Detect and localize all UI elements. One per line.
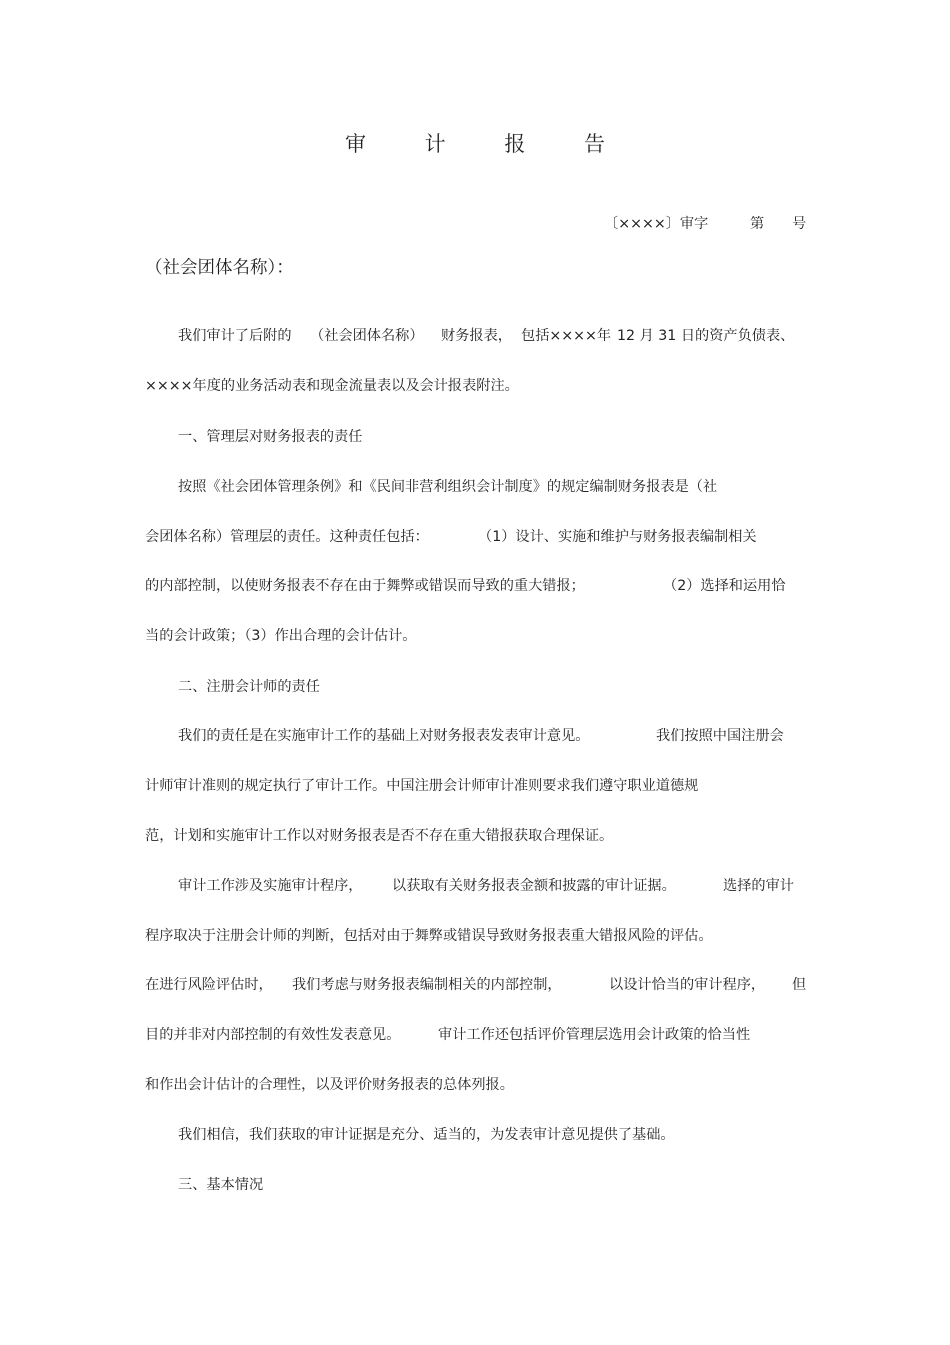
section-2-p2-line-5: 和作出会计估计的合理性，以及评价财务报表的总体列报。 <box>145 1077 514 1093</box>
report-number-prefix: 〔××××〕审字 <box>604 216 709 232</box>
section-2-p2-line-2: 程序取决于注册会计师的判断，包括对由于舞弊或错误导致财务报表重大错报风险的评估。 <box>145 928 713 944</box>
section-3-heading: 三、基本情况 <box>178 1177 264 1193</box>
intro-line-2: ××××年度的业务活动表和现金流量表以及会计报表附注。 <box>145 378 519 394</box>
page-title: 审 计 报 告 <box>344 132 632 156</box>
section-1-line-3-part-1: 的内部控制，以使财务报表不存在由于舞弊或错误而导致的重大错报； <box>145 578 585 594</box>
section-2-p2-line-1-part-1: 审计工作涉及实施审计程序， <box>178 878 363 894</box>
section-1-line-2-part-2: （1）设计、实施和维护与财务报表编制相关 <box>478 529 757 545</box>
section-1-line-1: 按照《社会团体管理条例》和《民间非营利组织会计制度》的规定编制财务报表是（社 <box>178 479 718 495</box>
section-1-line-3-part-2: （2）选择和运用恰 <box>663 578 786 594</box>
section-2-p1-line-1-part-1: 我们的责任是在实施审计工作的基础上对财务报表发表审计意见。 <box>178 728 590 744</box>
intro-line-1-part-4: 包括××××年 <box>521 328 612 344</box>
section-2-p2-line-3-part-3: 以设计恰当的审计程序， <box>609 977 766 993</box>
intro-line-1-part-1: 我们审计了后附的 <box>178 328 292 344</box>
section-2-p2-line-1-part-2: 以获取有关财务报表金额和披露的审计证据。 <box>392 878 676 894</box>
intro-line-1-part-5: 12 月 31 日的资产负债表、 <box>617 328 795 344</box>
section-1-line-2-part-1: 会团体名称）管理层的责任。这种责任包括： <box>145 529 429 545</box>
section-2-p3: 我们相信，我们获取的审计证据是充分、适当的，为发表审计意见提供了基础。 <box>178 1127 675 1143</box>
report-number <box>0 214 950 234</box>
section-1-heading: 一、管理层对财务报表的责任 <box>178 429 363 445</box>
section-2-p1-line-1-part-2: 我们按照中国注册会 <box>656 728 784 744</box>
section-2-p2-line-3-part-1: 在进行风险评估时， <box>145 977 273 993</box>
intro-line-1-part-3: 财务报表， <box>441 328 512 344</box>
section-2-p2-line-4-part-2: 审计工作还包括评价管理层选用会计政策的恰当性 <box>438 1027 751 1043</box>
section-2-p2-line-4-part-1: 目的并非对内部控制的有效性发表意见。 <box>145 1027 401 1043</box>
report-number-hao: 号 <box>792 216 807 232</box>
intro-line-1-part-2: （社会团体名称） <box>310 328 424 344</box>
addressee: （社会团体名称）： <box>145 258 294 278</box>
section-1-line-4: 当的会计政策；（3）作出合理的会计估计。 <box>145 628 417 644</box>
section-2-p2-line-3-part-2: 我们考虑与财务报表编制相关的内部控制， <box>292 977 562 993</box>
section-2-heading: 二、注册会计师的责任 <box>178 679 320 695</box>
section-2-p2-line-1-part-3: 选择的审计 <box>723 878 794 894</box>
section-2-p2-line-3-part-4: 但 <box>792 977 807 993</box>
section-2-p1-line-3: 范，计划和实施审计工作以对财务报表是否不存在重大错报获取合理保证。 <box>145 828 614 844</box>
section-2-p1-line-2: 计师审计准则的规定执行了审计工作。中国注册会计师审计准则要求我们遵守职业道德规 <box>145 778 699 794</box>
report-number-di: 第 <box>750 216 765 232</box>
